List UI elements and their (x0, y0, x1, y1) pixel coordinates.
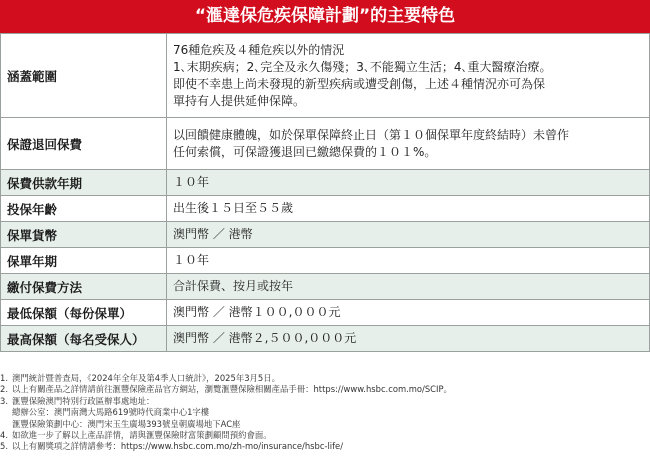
footnote-text: 以上有關產品之詳情請前往滙豐保險產品官方網站，瀏覽滙豐保險相關產品手冊：https://www.hsbc.com.mo/SCIP。 (12, 384, 452, 395)
value-line: 76種危疾及４種危疾以外的情況 (173, 42, 345, 57)
row-label: 保單貨幣 (1, 222, 167, 248)
table-row (1, 34, 650, 118)
value-line: １０年 (173, 175, 210, 189)
footnote-number: 2. (0, 384, 8, 395)
table-row (1, 248, 650, 274)
table-row (1, 300, 650, 326)
row-value (167, 170, 650, 196)
footnote-address: 總辦公室：澳門南灣大馬路619號時代商業中心1字樓 (12, 407, 210, 418)
value-line: 出生後１５日至５５歲 (173, 201, 294, 215)
row-value (167, 326, 650, 352)
value-line: 合計保費、按月或按年 (173, 279, 294, 293)
table-row (1, 274, 650, 300)
value-line: 任何索償，可保證獲退回已繳總保費的１０１%。 (173, 144, 437, 159)
footnote-number: 3. (0, 395, 8, 406)
row-label: 最高保額（每名受保人） (1, 326, 167, 352)
row-label: 最低保額（每份保單） (1, 300, 167, 326)
footnote-number: 1. (0, 373, 8, 383)
footnote (0, 441, 650, 452)
footnote-text: 如欲進一步了解以上產品詳情，請與滙豐保險財富策劃顧問預約會面。 (12, 430, 272, 441)
value-line: 單持有人提供延伸保障。 (173, 93, 306, 108)
row-label: 保費供款年期 (1, 170, 167, 196)
value-line: 即使不幸患上尚未發現的新型疾病或遭受創傷，上述４種情況亦可為保 (173, 76, 546, 91)
value-line: 1､末期疾病；2､完全及永久傷殘；3､不能獨立生活；4､重大醫療治療。 (173, 59, 552, 74)
table-row (1, 118, 650, 170)
row-value (167, 222, 650, 248)
table-row (1, 170, 650, 196)
footnote-text: 滙豐保險澳門特別行政區辦事處地址： (12, 395, 155, 406)
value-line: 以回饋健康體魄，如於保單保障終止日（第１０個保單年度終結時）未曾作 (173, 127, 570, 142)
row-value (167, 300, 650, 326)
footnote-text: 澳門統計暨普查局，《2024年全年及第4季人口統計》，2025年3月5日。 (12, 373, 280, 383)
value-line: 澳門幣 ／ 港幣 (173, 227, 253, 241)
value-line: 澳門幣 ／ 港幣２,５００,０００元 (173, 331, 357, 345)
row-value (167, 118, 650, 170)
footnote (0, 396, 650, 407)
footnote-address: 滙豐保險策劃中心：澳門宋玉生廣場393號皇朝廣場地下AC座 (12, 418, 241, 429)
table-row (1, 326, 650, 352)
footnote-number: 4. (0, 430, 8, 441)
features-table (0, 33, 650, 352)
row-label: 投保年齡 (1, 196, 167, 222)
row-label: 繳付保費方法 (1, 274, 167, 300)
row-value (167, 274, 650, 300)
row-value (167, 196, 650, 222)
footnote-number: 5. (0, 441, 8, 452)
row-value (167, 34, 650, 118)
footnote-text: 以上有關獎項之詳情請參考：https://www.hsbc.com.mo/zh-mo/insurance/hsbc-life/ (12, 441, 344, 452)
table-row (1, 222, 650, 248)
page-title: “滙達保危疾保障計劃”的主要特色 (0, 0, 650, 33)
footnote (0, 430, 650, 441)
value-line: 澳門幣 ／ 港幣１００,０００元 (173, 305, 341, 319)
row-label: 涵蓋範圍 (1, 34, 167, 118)
value-line: １０年 (173, 253, 210, 267)
footnotes (0, 373, 650, 453)
row-label: 保單年期 (1, 248, 167, 274)
row-label: 保證退回保費 (1, 118, 167, 170)
table-row (1, 196, 650, 222)
footnote (0, 384, 650, 395)
footnote (0, 373, 650, 384)
row-value (167, 248, 650, 274)
